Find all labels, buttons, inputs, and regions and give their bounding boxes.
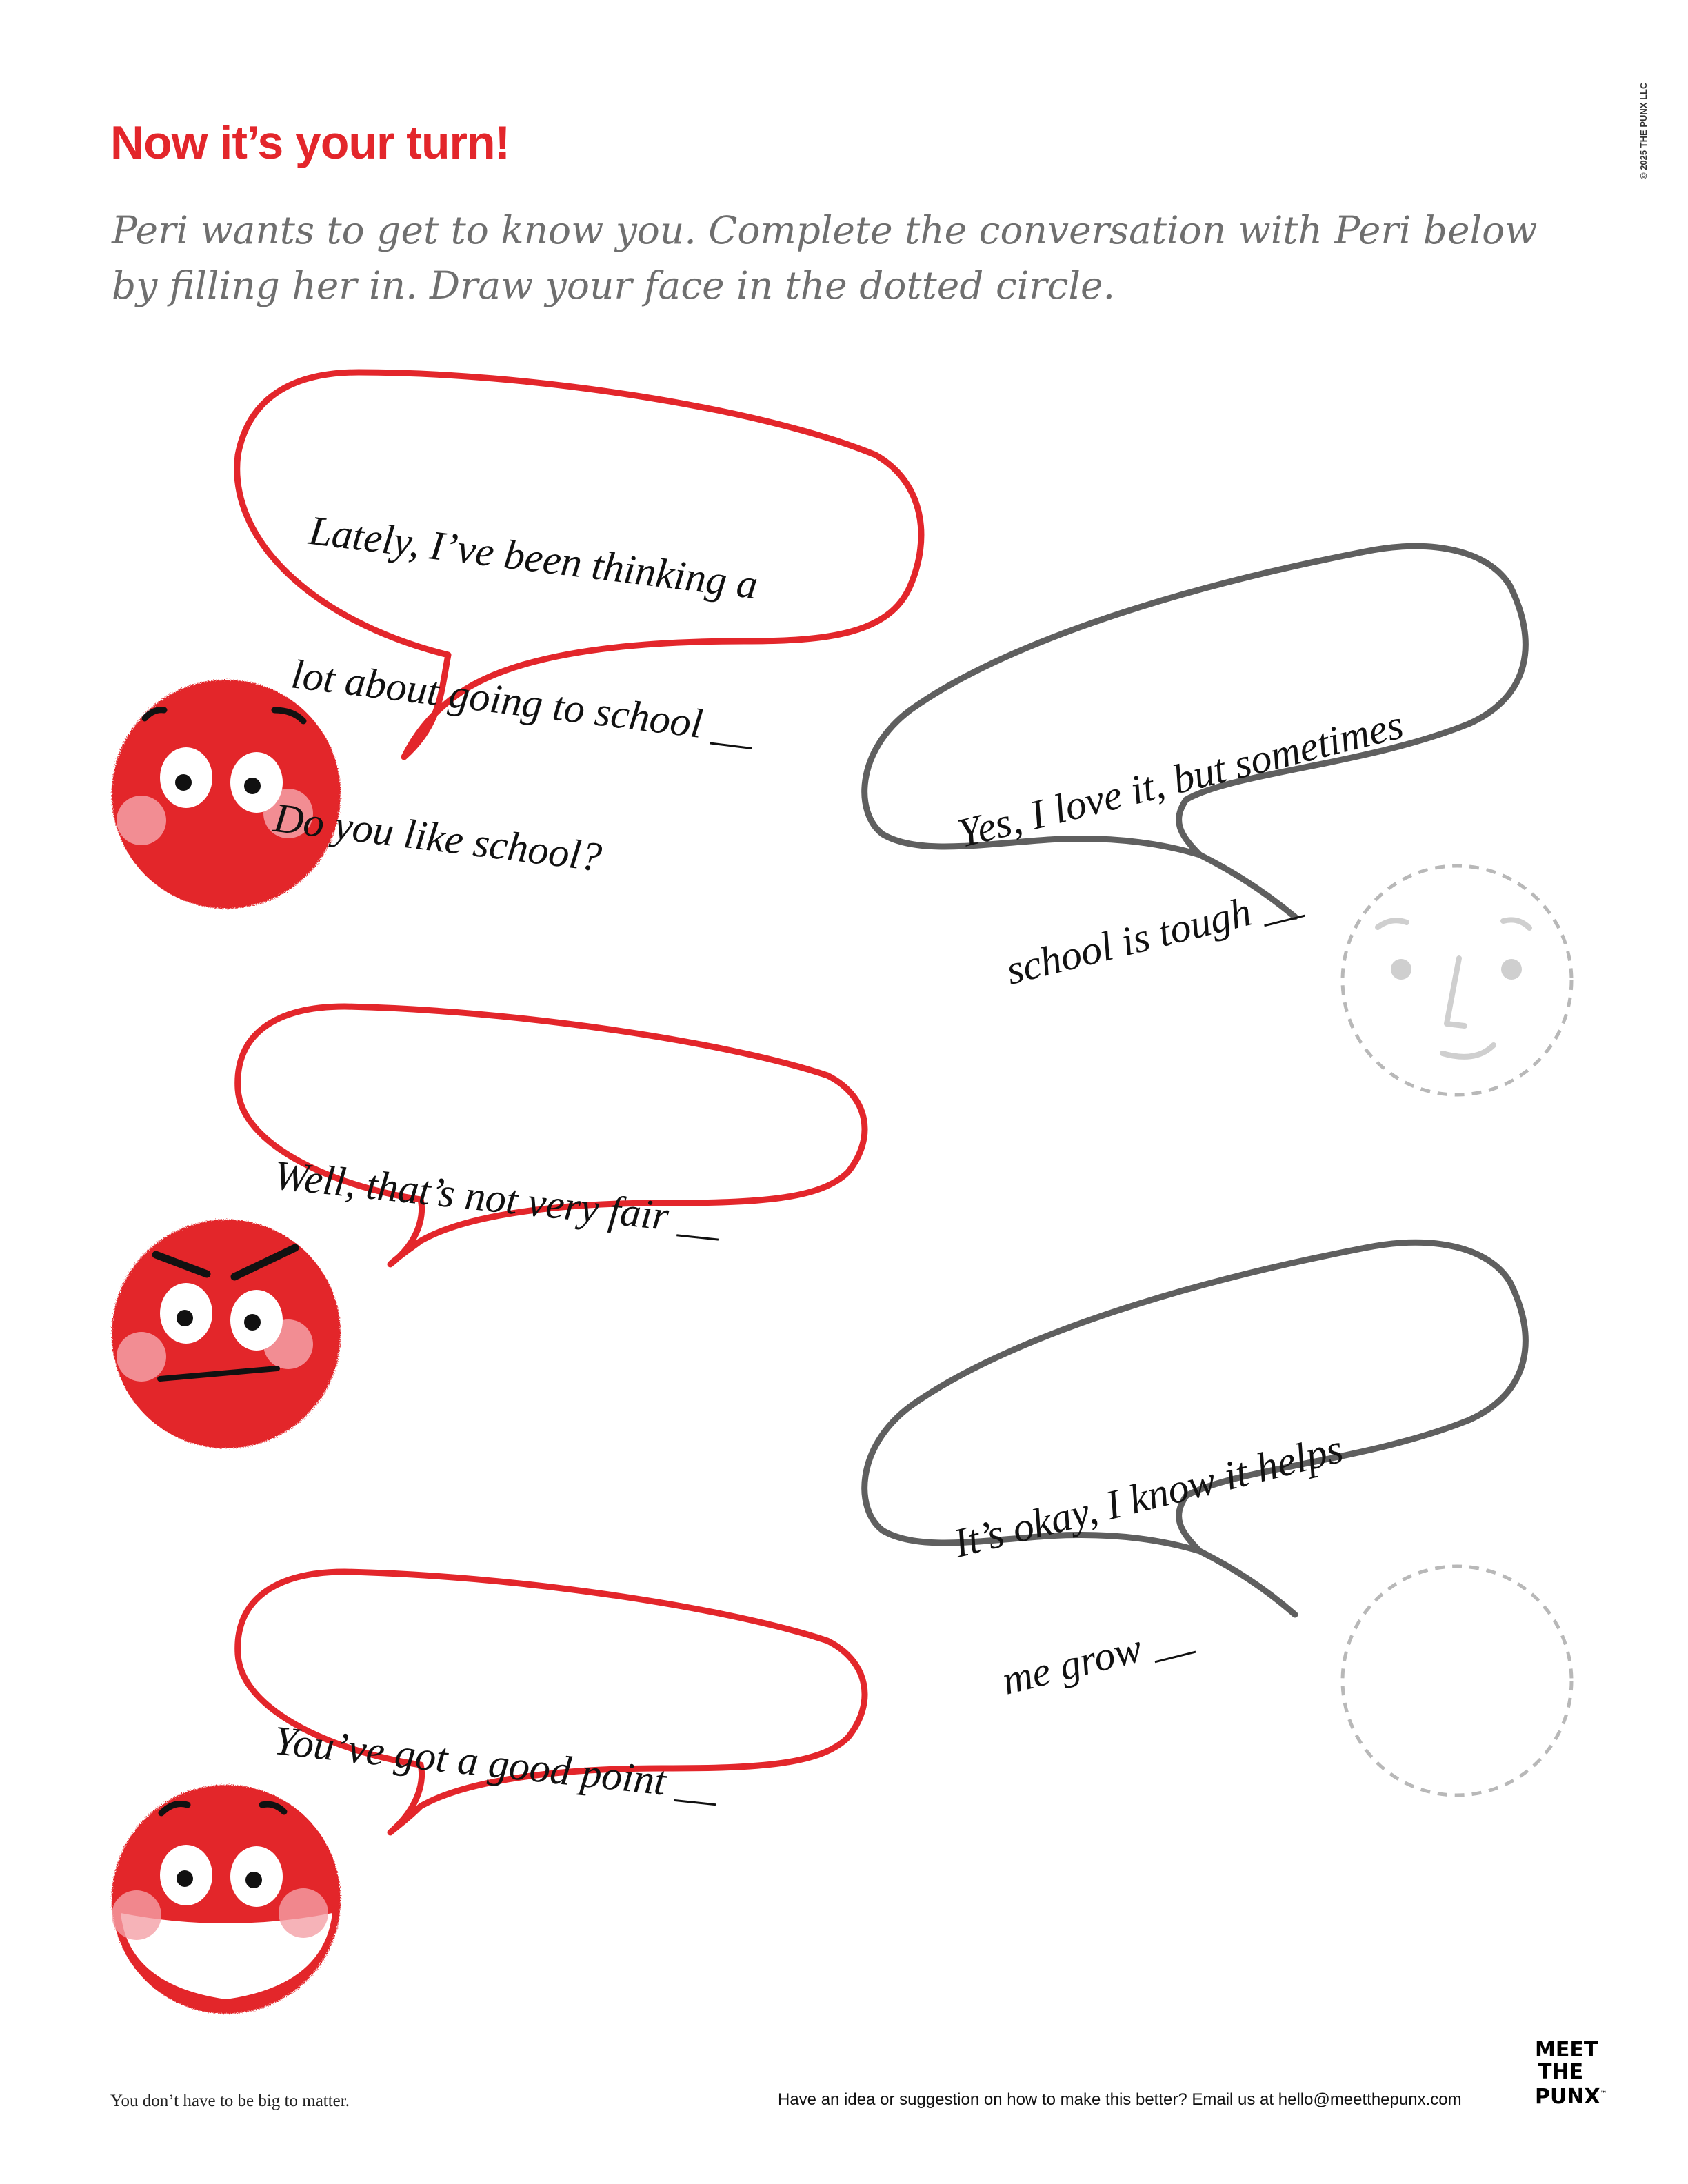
footer-tagline: You don’t have to be big to matter. xyxy=(110,2092,350,2110)
peri-angry-face-icon xyxy=(112,1220,341,1448)
peri-line-2: Well, that’s not very fair __ xyxy=(272,1152,723,1244)
meet-the-punx-logo: MEET THE PUNX™ xyxy=(1535,2038,1607,2109)
instructions: Peri wants to get to know you. Complete the conversation with Peri below by filling her in. Draw your face in the dotted circle. xyxy=(112,208,1538,307)
you-line-2: It’s okay, I know it helps me grow __ xyxy=(949,1425,1347,1703)
page-title: Now it’s your turn! xyxy=(110,117,510,169)
footer-contact: Have an idea or suggestion on how to make this better? Email us at hello@meetthepunx.com xyxy=(778,2090,1462,2109)
peri-line-3: You’ve got a good point __ xyxy=(272,1717,720,1810)
peri-line-1: Lately, I’ve been thinking a lot about going to school __ Do you like school? xyxy=(271,507,761,880)
copyright-notice: © 2025 THE PUNX LLC xyxy=(1638,82,1649,179)
you-line-1: Yes, I love it, but sometimes school is tough __ xyxy=(953,701,1408,993)
peri-grinning-face-icon xyxy=(112,1785,341,2014)
